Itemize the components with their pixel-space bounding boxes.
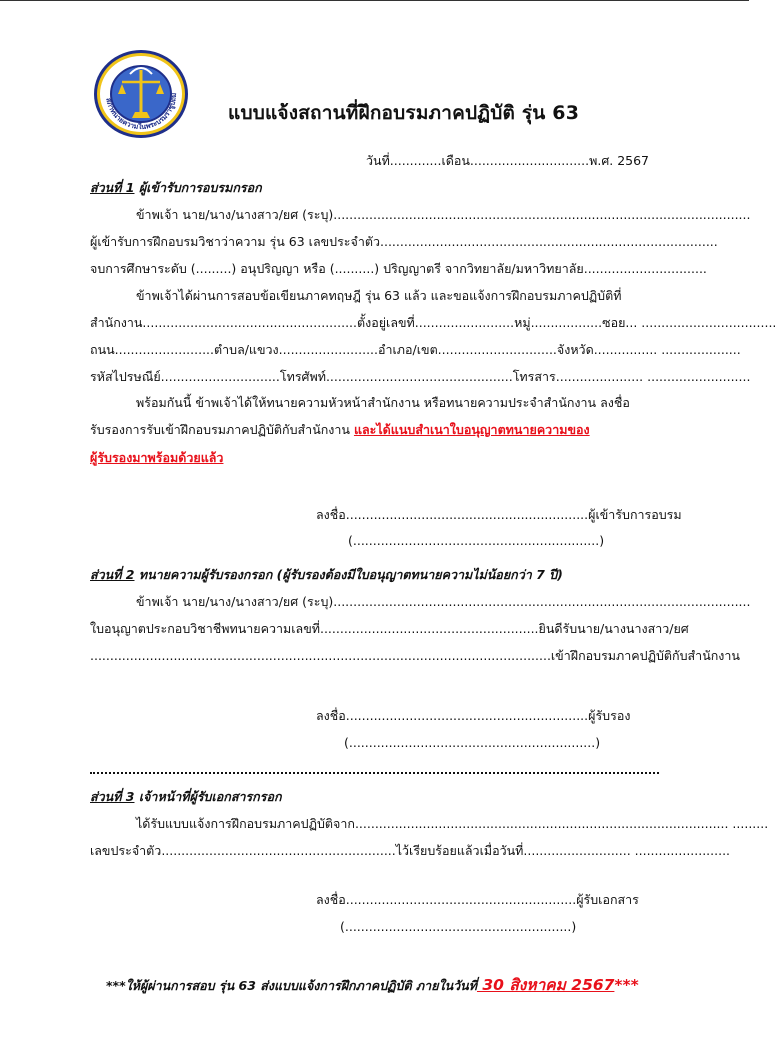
s1-name-field[interactable]: ข้าพเจ้า นาย/นาง/นางสาว/ยศ (ระบุ).........................................................................................................: [136, 207, 751, 222]
s2-license-field[interactable]: ใบอนุญาตประกอบวิชาชีพทนายความเลขที่.......................................................ยินดีรับนาย/นางนางสาว/ยศ: [90, 621, 689, 636]
s2-name-field[interactable]: ข้าพเจ้า นาย/นาง/นางสาว/ยศ (ระบุ).........................................................................................................: [136, 594, 751, 609]
s1-office-field[interactable]: สำนักงาน......................................................ตั้งอยู่เลขที่.........................หมู่..................ซอย... ..................................: [90, 315, 776, 330]
section1-number: ส่วนที่ 1: [90, 180, 135, 195]
s2-trainee-field[interactable]: ....................................................................................................................เข้าฝึกอบรมภาคปฏิบัติกับสำนักงาน: [90, 648, 740, 663]
date-line: วันที่.............เดือน..............................พ.ศ. 2567: [366, 153, 650, 168]
deadline-note-text: ***ให้ผู้ผ่านการสอบ รุ่น 63 ส่งแบบแจ้งการฝึกภาคปฏิบัติ ภายในวันที่: [106, 978, 477, 993]
section3-number: ส่วนที่ 3: [90, 789, 135, 804]
lawyers-council-logo: [92, 48, 190, 140]
section2-number: ส่วนที่ 2: [90, 567, 135, 582]
top-border: [0, 0, 749, 1]
s3-signature-field[interactable]: ลงชื่อ..........................................................ผู้รับเอกสาร: [316, 892, 639, 907]
section3-heading: [90, 788, 282, 806]
logo-ring-text: สภาทนายความในพระบรมราชูปถัม: [104, 92, 179, 132]
s1-attach-notice: และได้แนบสำเนาใบอนุญาตทนายความของ: [353, 422, 590, 437]
s1-attach-notice-line2: [90, 449, 223, 467]
s3-received-field[interactable]: ได้รับแบบแจ้งการฝึกอบรมภาคปฏิบัติจาก.............................................................................................. .........: [136, 816, 769, 831]
s1-exam-statement: ข้าพเจ้าได้ผ่านการสอบข้อเขียนภาคทฤษฎี รุ่น 63 แล้ว และขอแจ้งการฝึกอบรมภาคปฏิบัติที่: [136, 288, 622, 303]
section3-title: เจ้าหน้าที่ผู้รับเอกสารกรอก: [134, 789, 282, 804]
section-divider: [90, 770, 659, 774]
section2-heading: [90, 566, 563, 584]
section2-title: ทนายความผู้รับรองกรอก (ผู้รับรองต้องมีใบอนุญาตทนายความไม่น้อยกว่า 7 ปี): [134, 567, 563, 582]
deadline-note: [106, 972, 639, 997]
s1-signature-field[interactable]: ลงชื่อ.............................................................ผู้เข้ารับการอบรม: [316, 507, 682, 522]
deadline-note-end: ***: [614, 976, 639, 994]
s1-attach-notice-2: ผู้รับรองมาพร้อมด้วยแล้ว: [90, 450, 224, 465]
section1-title: ผู้เข้ารับการอบรมกรอก: [134, 180, 262, 195]
s1-road-field[interactable]: ถนน.........................ตำบล/แขวง.........................อำเภอ/เขต..............................จังหวัด................ ....................: [90, 342, 741, 357]
deadline-date: 30 สิงหาคม 2567: [476, 976, 615, 994]
s2-signature-name[interactable]: (..............................................................): [344, 735, 601, 750]
s1-signature-name[interactable]: (..............................................................): [348, 533, 605, 548]
s1-certify-statement: พร้อมกันนี้ ข้าพเจ้าได้ให้ทนายความหัวหน้าสำนักงาน หรือทนายความประจำสำนักงาน ลงชื่อ: [136, 395, 630, 410]
s1-postcode-field[interactable]: รหัสไปรษณีย์..............................โทรศัพท์...............................................โทรสาร...................... ..........................: [90, 369, 751, 384]
s1-certify-statement-2: [90, 421, 659, 439]
s1-id-field[interactable]: ผู้เข้ารับการฝึกอบรมวิชาว่าความ รุ่น 63 เลขประจำตัว.....................................................................................: [90, 234, 718, 249]
s1-education-field[interactable]: จบการศึกษาระดับ (.........) อนุปริญญา หรือ (..........) ปริญญาตรี จากวิทยาลัย/มหาวิทยาลัย...............................: [90, 261, 707, 276]
logo-seal-icon: [92, 48, 190, 140]
s3-id-date-field[interactable]: เลขประจำตัว...........................................................ไว้เรียบร้อยแล้วเมื่อวันที่........................... ........................: [90, 843, 731, 858]
s2-signature-field[interactable]: ลงชื่อ.............................................................ผู้รับรอง: [316, 708, 631, 723]
s3-signature-name[interactable]: (.........................................................): [340, 919, 577, 934]
s1-certify-text: รับรองการรับเข้าฝึกอบรมภาคปฏิบัติกับสำนักงาน: [90, 422, 354, 437]
section1-heading: [90, 179, 262, 197]
form-title: แบบแจ้งสถานที่ฝึกอบรมภาคปฏิบัติ รุ่น 63: [228, 102, 580, 124]
